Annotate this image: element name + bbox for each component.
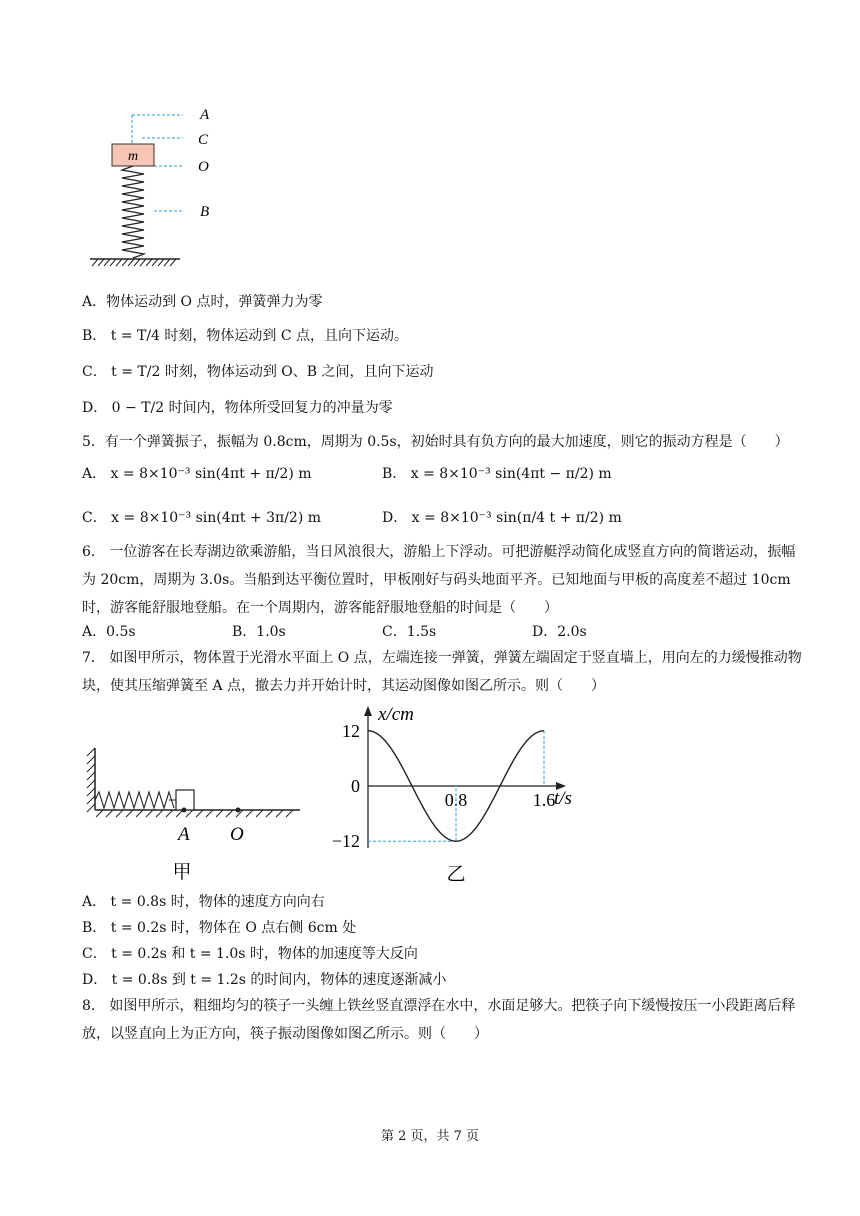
figure-yi-chart — [310, 700, 600, 890]
mass-label: m — [127, 149, 139, 164]
x-tick-label: 1.6 — [532, 790, 556, 810]
q7-option-b: B． t = 0.2s 时，物体在 O 点右侧 6cm 处 — [82, 920, 357, 936]
label-B: B — [200, 204, 210, 220]
block — [176, 790, 194, 810]
q6-option-c: C．1.5s — [382, 624, 437, 640]
page-footer: 第 2 页，共 7 页 — [380, 1129, 480, 1144]
caption-yi: 乙 — [446, 864, 466, 885]
spring — [122, 166, 144, 258]
q4-option-a: A．物体运动到 O 点时，弹簧弹力为零 — [82, 294, 323, 310]
q6-option-d: D．2.0s — [532, 624, 587, 640]
y-tick-label: −12 — [331, 831, 360, 852]
q5-option-a: A． x = 8×10⁻³ sin(4πt + π/2) m — [82, 466, 312, 482]
x-tick-label: 0.8 — [444, 790, 468, 810]
label-A: A — [200, 107, 210, 123]
y-axis-label: x/cm — [378, 704, 414, 725]
spring-figure — [80, 100, 230, 270]
q6-option-b: B．1.0s — [232, 624, 286, 640]
q4-option-d: D． 0 − T/2 时间内，物体所受回复力的冲量为零 — [82, 400, 393, 416]
q5-option-b: B． x = 8×10⁻³ sin(4πt − π/2) m — [382, 466, 612, 482]
q5-option-d: D． x = 8×10⁻³ sin(π/4 t + π/2) m — [382, 510, 622, 526]
x-axis-label: t/s — [554, 788, 572, 809]
q7-stem: 7． 如图甲所示，物体置于光滑水平面上 O 点，左端连接一弹簧，弹簧左端固定于竖直墙上，用向左的力缓慢推动物块，使其压缩弹簧至 A 点，撤去力并开始计时，其运动图像如图乙所示。则（ ） — [82, 650, 802, 694]
q6-option-a: A．0.5s — [82, 624, 136, 640]
y-tick-label: 0 — [351, 776, 360, 796]
y-tick-label: 12 — [342, 720, 360, 741]
q6-stem: 6． 一位游客在长寿湖边欲乘游船，当日风浪很大，游船上下浮动。可把游艇浮动简化成竖直方向的简谐运动，振幅为 20cm，周期为 3.0s。当船到达平衡位置时，甲板刚好与码头地面平齐。已知地面与甲板的高度差不超过 10cm 时，游客能舒服地登船。在一个周期内，游客能舒服地登船的时间是（ ） — [82, 544, 796, 616]
q4-option-b: B． t = T/4 时刻，物体运动到 C 点，且向下运动。 — [82, 328, 409, 344]
q8-stem: 8． 如图甲所示，粗细均匀的筷子一头缠上铁丝竖直漂浮在水中，水面足够大。把筷子向下缓慢按压一小段距离后释放，以竖直向上为正方向，筷子振动图像如图乙所示。则（ ） — [82, 998, 796, 1042]
y-axis-arrow — [364, 706, 372, 716]
q4-option-c: C． t = T/2 时刻，物体运动到 O、B 之间，且向下运动 — [82, 364, 434, 380]
label-point-O: O — [230, 824, 244, 845]
label-point-A: A — [178, 824, 190, 845]
spring-horizontal — [95, 792, 174, 808]
caption-jia: 甲 — [172, 862, 192, 883]
q7-option-a: A． t = 0.8s 时，物体的速度方向向右 — [82, 894, 325, 910]
label-C: C — [198, 132, 209, 148]
q5-option-c: C． x = 8×10⁻³ sin(4πt + 3π/2) m — [82, 510, 322, 526]
q7-option-c: C． t = 0.2s 和 t = 1.0s 时，物体的加速度等大反向 — [82, 946, 418, 962]
q5-stem: 5．有一个弹簧振子，振幅为 0.8cm，周期为 0.5s，初始时具有负方向的最大加速度，则它的振动方程是（ ） — [82, 434, 789, 450]
q7-option-d: D． t = 0.8s 到 t = 1.2s 的时间内，物体的速度逐渐减小 — [82, 972, 447, 988]
label-O: O — [198, 159, 209, 175]
figure-jia — [82, 740, 312, 890]
